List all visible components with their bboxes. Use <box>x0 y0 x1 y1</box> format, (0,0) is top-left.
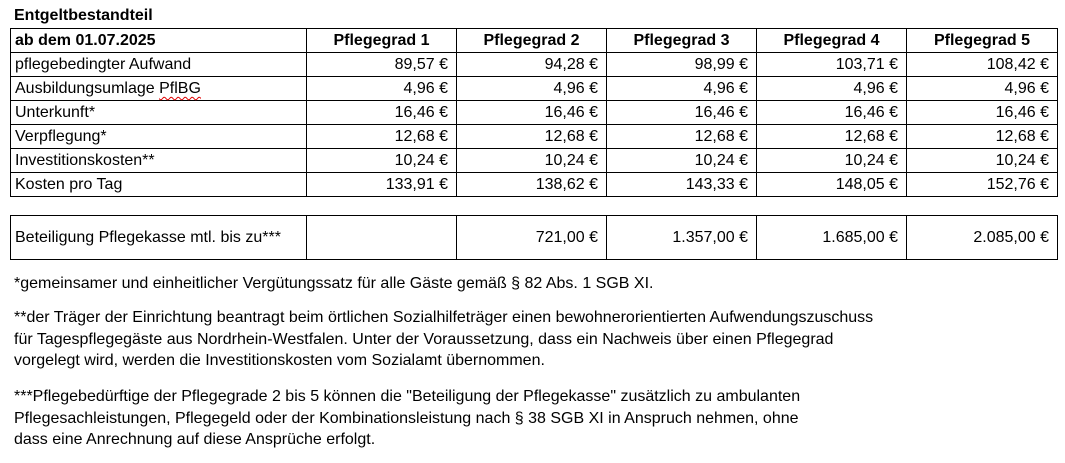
column-header-validity: ab dem 01.07.2025 <box>11 29 307 53</box>
cell-value: 16,46 € <box>907 101 1058 125</box>
cell-value: 4,96 € <box>307 77 457 101</box>
row-label: Verpflegung* <box>11 125 307 149</box>
footnote-double-asterisk <box>14 307 1054 372</box>
row-label: Beteiligung Pflegekasse mtl. bis zu*** <box>11 216 307 260</box>
cell-value: 10,24 € <box>457 149 607 173</box>
table-row-beteiligung-pflegekasse <box>11 216 1058 260</box>
row-label: pflegebedingter Aufwand <box>11 53 307 77</box>
table-row-pflegebedingter-aufwand <box>11 53 1058 77</box>
footnote-line: dass eine Anrechnung auf diese Ansprüche erfolgt. <box>14 431 376 448</box>
cell-value: 721,00 € <box>457 216 607 260</box>
column-header-pflegegrad-5: Pflegegrad 5 <box>907 29 1058 53</box>
section-heading: Entgeltbestandteil <box>14 7 153 24</box>
spellcheck-flagged-word: PflBG <box>159 80 201 97</box>
cell-value: 108,42 € <box>907 53 1058 77</box>
footnote-line: vorgelegt wird, werden die Investitionskosten vom Sozialamt übernommen. <box>14 352 545 369</box>
cell-value: 148,05 € <box>757 173 907 197</box>
footnote-line: **der Träger der Einrichtung beantragt beim örtlichen Sozialhilfeträger einen bewohnerorientierten Aufwendungszuschuss <box>14 309 874 326</box>
row-label: Unterkunft* <box>11 101 307 125</box>
cell-value: 12,68 € <box>307 125 457 149</box>
cell-value: 98,99 € <box>607 53 757 77</box>
cell-value: 103,71 € <box>757 53 907 77</box>
table-row-ausbildungsumlage <box>11 77 1058 101</box>
table-row-verpflegung <box>11 125 1058 149</box>
cell-value: 16,46 € <box>757 101 907 125</box>
contribution-table <box>10 215 1058 260</box>
price-table <box>10 28 1058 197</box>
row-label-text: Ausbildungsumlage <box>15 80 160 97</box>
table-header-row <box>11 29 1058 53</box>
cell-value: 10,24 € <box>607 149 757 173</box>
footnote-line: ***Pflegebedürftige der Pflegegrade 2 bis 5 können die "Beteiligung der Pflegekasse" zusätzlich zu ambulanten <box>14 388 801 405</box>
cell-value: 1.685,00 € <box>757 216 907 260</box>
cell-value: 10,24 € <box>907 149 1058 173</box>
cell-value: 138,62 € <box>457 173 607 197</box>
column-header-pflegegrad-4: Pflegegrad 4 <box>757 29 907 53</box>
footnote-line: Pflegesachleistungen, Pflegegeld oder der Kombinationsleistung nach § 38 SGB XI in Anspruch nehmen, ohne <box>14 409 799 427</box>
footnote-triple-asterisk <box>14 386 1054 451</box>
footnote-line: *gemeinsamer und einheitlicher Vergütungssatz für alle Gäste gemäß § 82 Abs. 1 SGB XI. <box>14 275 654 292</box>
column-header-pflegegrad-1: Pflegegrad 1 <box>307 29 457 53</box>
cell-value: 94,28 € <box>457 53 607 77</box>
row-label: Kosten pro Tag <box>11 173 307 197</box>
table-row-investitionskosten <box>11 149 1058 173</box>
cell-value: 4,96 € <box>607 77 757 101</box>
footnote-single-asterisk <box>14 273 1054 295</box>
footnote-line: für Tagespflegegäste aus Nordrhein-Westfalen. Unter der Voraussetzung, dass ein Nachweis über einen Pflegegrad <box>14 330 834 348</box>
cell-value: 10,24 € <box>307 149 457 173</box>
cell-value: 4,96 € <box>457 77 607 101</box>
cell-value <box>307 216 457 260</box>
cell-value: 4,96 € <box>907 77 1058 101</box>
cell-value: 4,96 € <box>757 77 907 101</box>
column-header-pflegegrad-2: Pflegegrad 2 <box>457 29 607 53</box>
cell-value: 12,68 € <box>907 125 1058 149</box>
column-header-pflegegrad-3: Pflegegrad 3 <box>607 29 757 53</box>
row-label: Investitionskosten** <box>11 149 307 173</box>
cell-value: 89,57 € <box>307 53 457 77</box>
cell-value: 143,33 € <box>607 173 757 197</box>
table-row-unterkunft <box>11 101 1058 125</box>
cell-value: 12,68 € <box>757 125 907 149</box>
cell-value: 10,24 € <box>757 149 907 173</box>
row-label <box>11 77 307 101</box>
cell-value: 1.357,00 € <box>607 216 757 260</box>
cell-value: 16,46 € <box>307 101 457 125</box>
cell-value: 12,68 € <box>457 125 607 149</box>
cell-value: 133,91 € <box>307 173 457 197</box>
cell-value: 16,46 € <box>607 101 757 125</box>
table-row-kosten-pro-tag <box>11 173 1058 197</box>
cell-value: 2.085,00 € <box>907 216 1058 260</box>
cell-value: 16,46 € <box>457 101 607 125</box>
cell-value: 152,76 € <box>907 173 1058 197</box>
cell-value: 12,68 € <box>607 125 757 149</box>
